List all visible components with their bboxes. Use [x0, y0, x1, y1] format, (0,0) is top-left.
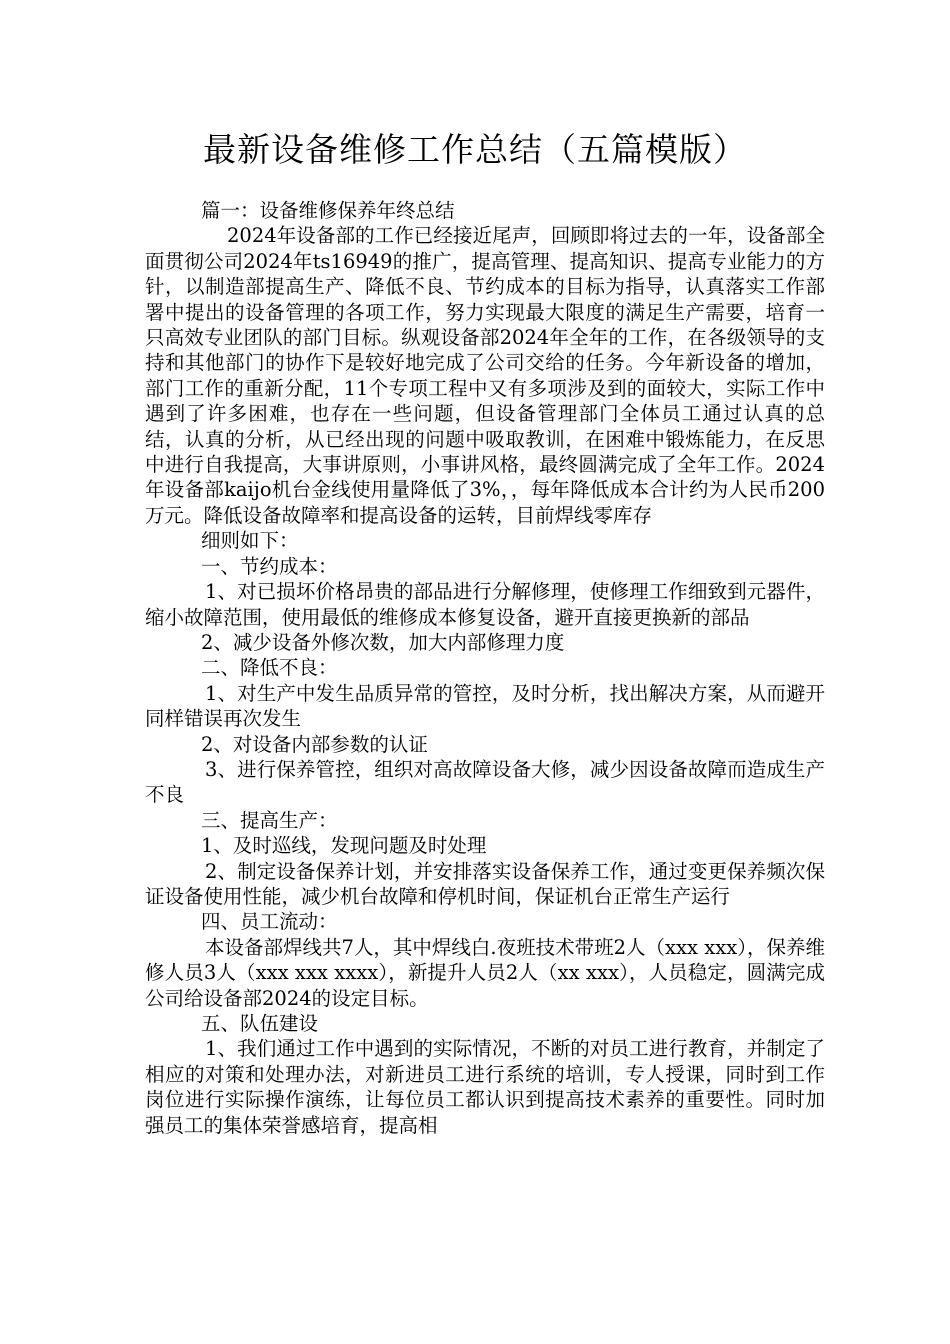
paragraph-8: 2、对设备内部参数的认证	[201, 732, 428, 756]
document-body	[145, 198, 825, 1138]
paragraph-4: 1、对已损坏价格昂贵的部品进行分解修理，使修理工作细致到元器件，缩小故障范围，使用最低的维修成本修复设备，避开直接更换新的部品	[145, 580, 825, 629]
paragraph-2: 细则如下：	[201, 529, 299, 553]
paragraph-13: 四、员工流动：	[201, 910, 338, 934]
paragraph-14: 本设备部焊线共7人，其中焊线白.夜班技术带班2人（xxx xxx），保养维修人员3人（xxx xxx xxxx），新提升人员2人（xx xxx），人员稳定，圆满完成公司给设备部2024的设定目标。	[145, 935, 825, 1010]
paragraph-10: 三、提高生产：	[201, 808, 338, 832]
paragraph-6: 二、降低不良：	[201, 656, 338, 680]
paragraph-11: 1、及时巡线，发现问题及时处理	[201, 834, 487, 858]
paragraph-12: 2、制定设备保养计划，并安排落实设备保养工作，通过变更保养频次保证设备使用性能，减少机台故障和停机时间，保证机台正常生产运行	[145, 859, 825, 908]
paragraph-7: 1、对生产中发生品质异常的管控，及时分析，找出解决方案，从而避开同样错误再次发生	[145, 681, 825, 731]
paragraph-5: 2、减少设备外修次数，加大内部修理力度	[201, 630, 565, 654]
paragraph-0: 篇一：设备维修保养年终总结	[201, 199, 455, 222]
paragraph-9: 3、进行保养管控，组织对高故障设备大修，减少因设备故障而造成生产不良	[145, 757, 825, 807]
paragraph-3: 一、节约成本：	[201, 554, 338, 578]
paragraph-1: 2024年设备部的工作已经接近尾声，回顾即将过去的一年，设备部全面贯彻公司2024年ts16949的推广，提高管理、提高知识、提高专业能力的方针，以制造部提高生产、降低不良、节约成本的目标为指导，认真落实工作部署中提出的设备管理的各项工作，努力实现最大限度的满足生产需要，培育一只高效专业团队的部门目标。纵观设备部2024年全年的工作，在各级领导的支持和其他部门的协作下是较好地完成了公司交给的任务。今年新设备的增加，部门工作的重新分配，11个专项工程中又有多项涉及到的面较大，实际工作中遇到了许多困难，也存在一些问题，但设备管理部门全体员工通过认真的总结，认真的分析，从已经出现的问题中吸取教训，在困难中锻炼能力，在反思中进行自我提高，大事讲原则，小事讲风格，最终圆满完成了全年工作。2024年设备部kaijo机台金线使用量降低了3%，，每年降低成本合计约为人民币200万元。降低设备故障率和提高设备的运转，目前焊线零库存	[145, 224, 825, 527]
paragraph-15: 五、队伍建设	[201, 1012, 319, 1035]
document-title: 最新设备维修工作总结（五篇模版）	[203, 130, 747, 169]
paragraph-16: 1、我们通过工作中遇到的实际情况，不断的对员工进行教育，并制定了相应的对策和处理办法，对新进员工进行系统的培训，专人授课，同时到工作岗位进行实际操作演练，让每位员工都认识到提高技术素养的重要性。同时加强员工的集体荣誉感培育，提高相	[145, 1037, 825, 1137]
